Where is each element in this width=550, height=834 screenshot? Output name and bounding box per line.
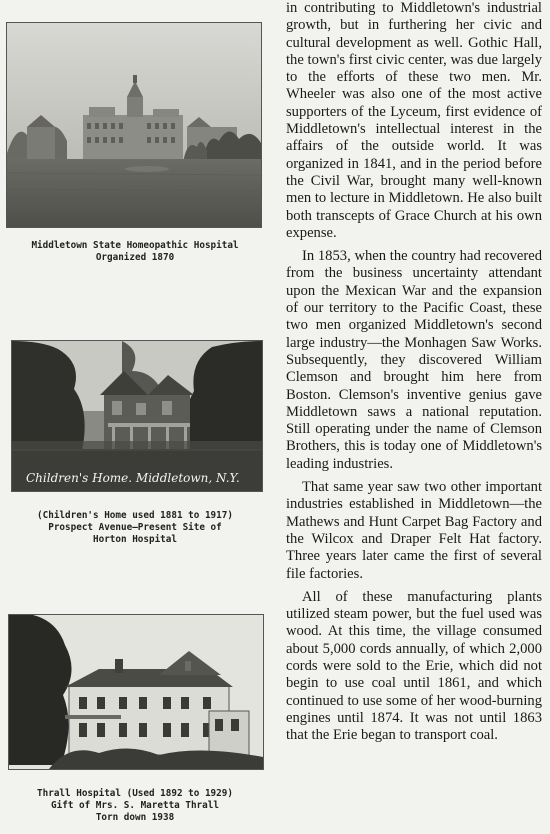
paragraph-4: All of these manufacturing plants utilized steam power, but the fuel used was wood. At this time, the village consumed about 5,000 cords annually, of which 2,000 cords were sold to the Erie, which did not begin to use coal until 1861, and which continued to use some of her wood-burning engines until 1874. It was not until 1863 that the Erie began to transport coal. bbox=[286, 588, 542, 744]
photo-column bbox=[0, 0, 270, 834]
paragraph-3: That same year saw two other important industries established in Middletown—the Mathews and Hunt Carpet Bag Factory and the Wilcox and Draper Felt Hat factory. Three years later came the first of several file factories. bbox=[286, 479, 542, 582]
hospital-caption: Middletown State Homeopathic Hospital Organized 1870 bbox=[31, 240, 239, 263]
childrens-home-caption: (Children's Home used 1881 to 1917) Prospect Avenue—Present Site of Horton Hospital bbox=[37, 510, 233, 545]
thrall-hospital-photo bbox=[8, 614, 264, 770]
hospital-photo bbox=[6, 22, 262, 228]
thrall-hospital-image bbox=[9, 615, 263, 769]
childrens-home-photo bbox=[11, 340, 263, 492]
childrens-home-image bbox=[12, 341, 262, 491]
paragraph-2: In 1853, when the country had recovered from the business uncertainty attendant upon the Mexican War and the expansion of our territory to the Pacific Coast, these two men organized Middletown's second large industry—the Monhagen Saw Works. Subsequently, they discovered William Clemson and brought him here from Boston. Clemson's inventive genius gave Middletown saws a national reputation. Still operating under the name of Clemson Brothers, this is today one of Middletown's leading industries. bbox=[286, 248, 542, 472]
body-text bbox=[286, 0, 542, 750]
paragraph-1: in contributing to Middletown's industrial growth, but in furthering her civic and cultural development as well. Gothic Hall, the town's first civic center, was due largely to the efforts of these two men. Mr. Wheeler was also one of the most active supporters of the Lyceum, first evidence of Middletown's intellectual interest in the affairs of the outside world. It was organized in 1841, and in the period before the Civil War, brought many well-known men to lecture in Middletown. He also built both transcepts of Grace Church at his own expense. bbox=[286, 0, 542, 241]
hospital-photo-image bbox=[7, 23, 261, 227]
childrens-home-inscription: Children's Home. Middletown, N.Y. bbox=[26, 471, 240, 485]
thrall-hospital-caption: Thrall Hospital (Used 1892 to 1929) Gift of Mrs. S. Maretta Thrall Torn down 1938 bbox=[37, 788, 233, 823]
